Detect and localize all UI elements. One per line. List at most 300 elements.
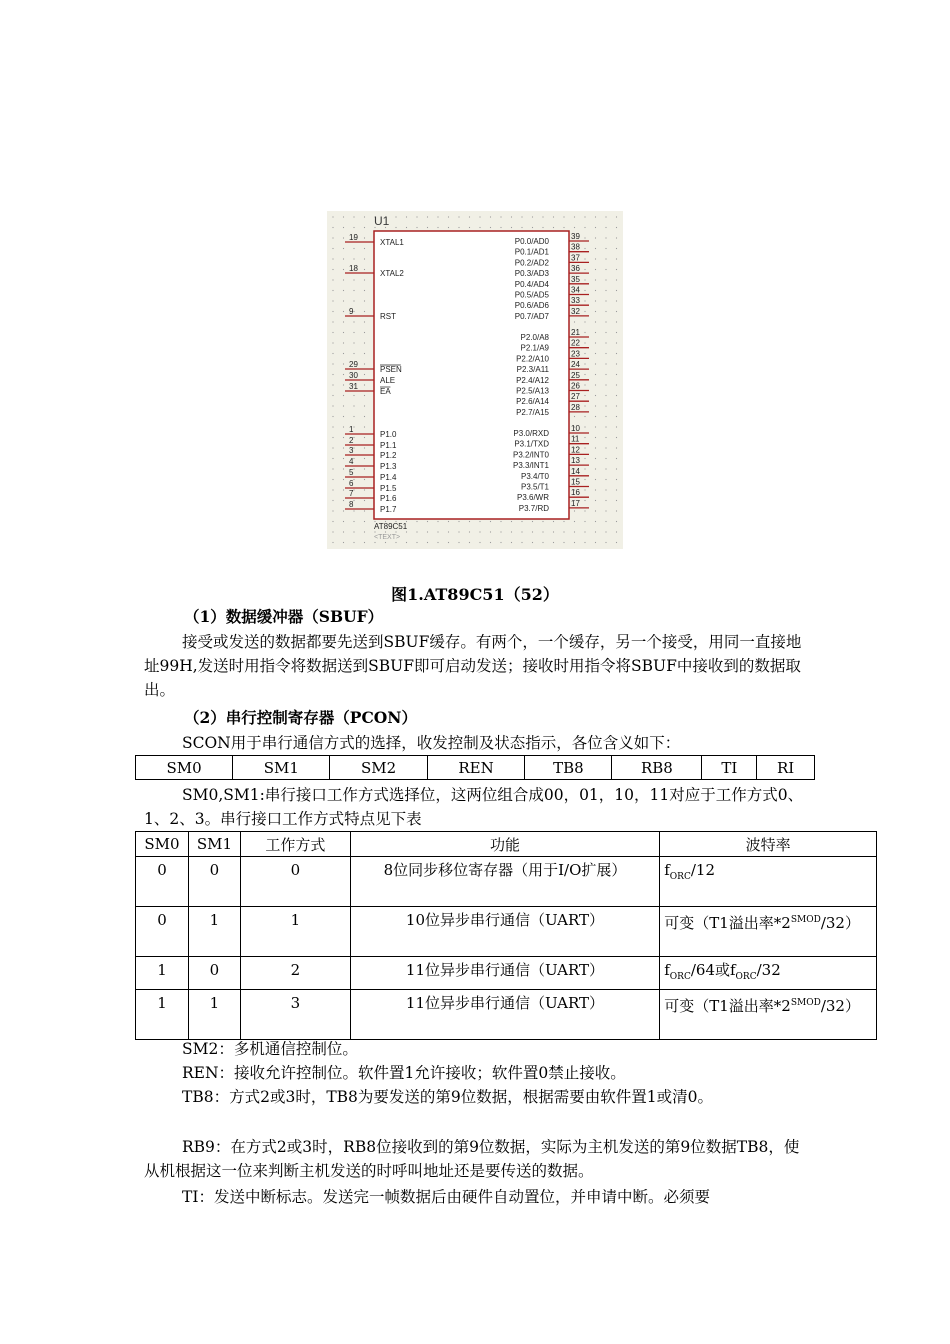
grid-dot bbox=[542, 227, 543, 228]
grid-dot bbox=[343, 489, 344, 490]
grid-dot bbox=[584, 321, 585, 322]
grid-dot bbox=[364, 479, 365, 480]
grid-dot bbox=[511, 542, 512, 543]
grid-dot bbox=[448, 216, 449, 217]
grid-dot bbox=[605, 269, 606, 270]
pin-label: P0.7/AD7 bbox=[514, 311, 549, 321]
grid-dot bbox=[584, 342, 585, 343]
grid-dot bbox=[584, 237, 585, 238]
grid-dot bbox=[584, 290, 585, 291]
grid-dot bbox=[595, 290, 596, 291]
pin-label: P0.4/AD4 bbox=[514, 279, 549, 289]
pin-number: 7 bbox=[349, 489, 354, 498]
grid-dot bbox=[364, 468, 365, 469]
grid-dot bbox=[332, 374, 333, 375]
cell: 0 bbox=[136, 857, 189, 907]
pin-number: 9 bbox=[349, 307, 354, 316]
grid-dot bbox=[595, 521, 596, 522]
grid-dot bbox=[353, 405, 354, 406]
grid-dot bbox=[448, 521, 449, 522]
grid-dot bbox=[521, 531, 522, 532]
grid-dot bbox=[616, 510, 617, 511]
grid-dot bbox=[490, 216, 491, 217]
grid-dot bbox=[584, 500, 585, 501]
pin-number: 28 bbox=[571, 402, 580, 412]
grid-dot bbox=[353, 458, 354, 459]
grid-dot bbox=[595, 237, 596, 238]
cell: 0 bbox=[240, 857, 350, 907]
grid-dot bbox=[332, 500, 333, 501]
grid-dot bbox=[605, 353, 606, 354]
grid-dot bbox=[448, 227, 449, 228]
pin-number: 5 bbox=[349, 468, 354, 477]
header-cell: SM0 bbox=[136, 832, 189, 857]
grid-dot bbox=[605, 300, 606, 301]
grid-dot bbox=[364, 447, 365, 448]
grid-dot bbox=[616, 489, 617, 490]
grid-dot bbox=[595, 374, 596, 375]
grid-dot bbox=[574, 321, 575, 322]
grid-dot bbox=[616, 258, 617, 259]
pin-label: P3.7/RD bbox=[518, 503, 549, 513]
grid-dot bbox=[458, 521, 459, 522]
grid-dot bbox=[332, 447, 333, 448]
grid-dot bbox=[332, 248, 333, 249]
header-cell: 工作方式 bbox=[240, 832, 350, 857]
grid-dot bbox=[584, 510, 585, 511]
pin-label: P1.0 bbox=[380, 430, 397, 439]
grid-dot bbox=[437, 227, 438, 228]
grid-dot bbox=[353, 437, 354, 438]
grid-dot bbox=[574, 216, 575, 217]
grid-dot bbox=[563, 216, 564, 217]
grid-dot bbox=[616, 290, 617, 291]
grid-dot bbox=[595, 321, 596, 322]
grid-dot bbox=[584, 426, 585, 427]
baud-cell bbox=[660, 857, 877, 907]
grid-dot bbox=[395, 216, 396, 217]
grid-dot bbox=[532, 216, 533, 217]
cell: 8位同步移位寄存器（用于I/O扩展） bbox=[350, 857, 660, 907]
grid-dot bbox=[595, 458, 596, 459]
cell: 0 bbox=[188, 957, 240, 990]
text-placeholder: <TEXT> bbox=[374, 534, 401, 541]
grid-dot bbox=[364, 542, 365, 543]
grid-dot bbox=[584, 258, 585, 259]
grid-dot bbox=[595, 279, 596, 280]
bit-cell: SM0 bbox=[136, 756, 233, 780]
table-row bbox=[136, 907, 877, 957]
grid-dot bbox=[595, 468, 596, 469]
grid-dot bbox=[595, 416, 596, 417]
pin-label: P1.4 bbox=[380, 473, 397, 482]
header-cell: SM1 bbox=[188, 832, 240, 857]
grid-dot bbox=[616, 248, 617, 249]
pin-number: 3 bbox=[349, 446, 354, 455]
grid-dot bbox=[595, 269, 596, 270]
grid-dot bbox=[595, 531, 596, 532]
section2-intro: SCON用于串行通信方式的选择，收发控制及状态指示，各位含义如下： bbox=[182, 734, 681, 752]
grid-dot bbox=[353, 332, 354, 333]
grid-dot bbox=[500, 521, 501, 522]
grid-dot bbox=[416, 227, 417, 228]
grid-dot bbox=[584, 416, 585, 417]
grid-dot bbox=[616, 300, 617, 301]
grid-dot bbox=[479, 521, 480, 522]
grid-dot bbox=[595, 395, 596, 396]
grid-dot bbox=[553, 531, 554, 532]
grid-dot bbox=[616, 311, 617, 312]
grid-dot bbox=[343, 374, 344, 375]
grid-dot bbox=[521, 542, 522, 543]
grid-dot bbox=[332, 531, 333, 532]
pin-number: 36 bbox=[571, 264, 580, 274]
header-cell: 功能 bbox=[350, 832, 660, 857]
grid-dot bbox=[343, 248, 344, 249]
grid-dot bbox=[605, 227, 606, 228]
grid-dot bbox=[416, 542, 417, 543]
grid-dot bbox=[584, 542, 585, 543]
grid-dot bbox=[595, 300, 596, 301]
grid-dot bbox=[574, 416, 575, 417]
grid-dot bbox=[490, 542, 491, 543]
grid-dot bbox=[500, 227, 501, 228]
grid-dot bbox=[364, 510, 365, 511]
grid-dot bbox=[364, 279, 365, 280]
grid-dot bbox=[584, 395, 585, 396]
grid-dot bbox=[563, 531, 564, 532]
grid-dot bbox=[479, 542, 480, 543]
grid-dot bbox=[595, 437, 596, 438]
grid-dot bbox=[353, 489, 354, 490]
grid-dot bbox=[395, 227, 396, 228]
grid-dot bbox=[343, 395, 344, 396]
grid-dot bbox=[406, 227, 407, 228]
baud-sub: ORC bbox=[735, 972, 757, 982]
grid-dot bbox=[343, 311, 344, 312]
pin-number: 10 bbox=[571, 424, 580, 433]
pin-number: 22 bbox=[571, 338, 580, 348]
grid-dot bbox=[332, 542, 333, 543]
bit-cell: SM2 bbox=[330, 756, 427, 780]
pin-label: P1.1 bbox=[380, 441, 397, 450]
grid-dot bbox=[479, 227, 480, 228]
grid-dot bbox=[605, 279, 606, 280]
grid-dot bbox=[616, 426, 617, 427]
grid-dot bbox=[584, 216, 585, 217]
grid-dot bbox=[364, 363, 365, 364]
grid-dot bbox=[595, 479, 596, 480]
grid-dot bbox=[584, 279, 585, 280]
grid-dot bbox=[616, 479, 617, 480]
grid-dot bbox=[353, 416, 354, 417]
grid-dot bbox=[553, 227, 554, 228]
grid-dot bbox=[395, 542, 396, 543]
grid-dot bbox=[364, 311, 365, 312]
grid-dot bbox=[490, 531, 491, 532]
grid-dot bbox=[616, 216, 617, 217]
grid-dot bbox=[584, 227, 585, 228]
grid-dot bbox=[595, 353, 596, 354]
grid-dot bbox=[532, 521, 533, 522]
grid-dot bbox=[364, 500, 365, 501]
grid-dot bbox=[553, 542, 554, 543]
grid-dot bbox=[427, 216, 428, 217]
grid-dot bbox=[364, 248, 365, 249]
grid-dot bbox=[595, 363, 596, 364]
grid-dot bbox=[616, 321, 617, 322]
pin-number: 14 bbox=[571, 466, 580, 476]
grid-dot bbox=[542, 521, 543, 522]
grid-dot bbox=[605, 468, 606, 469]
grid-dot bbox=[605, 542, 606, 543]
grid-dot bbox=[511, 531, 512, 532]
grid-dot bbox=[427, 521, 428, 522]
grid-dot bbox=[332, 405, 333, 406]
grid-dot bbox=[364, 531, 365, 532]
grid-dot bbox=[574, 227, 575, 228]
pin-number: 26 bbox=[571, 381, 580, 391]
pin-number: 35 bbox=[571, 274, 580, 284]
grid-dot bbox=[584, 531, 585, 532]
grid-dot bbox=[595, 426, 596, 427]
section1-body: 接受或发送的数据都要先送到SBUF缓存。有两个，一个缓存，另一个接受，用同一直接地址99H,发送时用指令将数据送到SBUF即可启动发送；接收时用指令将SBUF中接收到的数据取出。 bbox=[144, 633, 802, 699]
grid-dot bbox=[353, 353, 354, 354]
pin-label: P0.1/AD1 bbox=[514, 247, 549, 257]
cell: 3 bbox=[240, 990, 350, 1040]
note-tb8: TB8：方式2或3时，TB8为要发送的第9位数据，根据需要由软件置1或清0。 bbox=[182, 1088, 713, 1106]
grid-dot bbox=[364, 342, 365, 343]
grid-dot bbox=[605, 510, 606, 511]
grid-dot bbox=[416, 521, 417, 522]
pin-label: P0.3/AD3 bbox=[514, 269, 549, 279]
grid-dot bbox=[343, 332, 344, 333]
pin-label: XTAL1 bbox=[380, 238, 404, 247]
scon-bit-table bbox=[135, 755, 815, 780]
grid-dot bbox=[616, 531, 617, 532]
grid-dot bbox=[584, 521, 585, 522]
grid-dot bbox=[343, 342, 344, 343]
grid-dot bbox=[584, 489, 585, 490]
grid-dot bbox=[406, 216, 407, 217]
grid-dot bbox=[584, 384, 585, 385]
note-sm2: SM2：多机通信控制位。 bbox=[182, 1040, 358, 1058]
grid-dot bbox=[343, 384, 344, 385]
grid-dot bbox=[605, 489, 606, 490]
grid-dot bbox=[595, 447, 596, 448]
grid-dot bbox=[616, 468, 617, 469]
grid-dot bbox=[469, 542, 470, 543]
pin-label: P2.7/A15 bbox=[516, 407, 549, 417]
grid-dot bbox=[584, 458, 585, 459]
grid-dot bbox=[616, 332, 617, 333]
grid-dot bbox=[353, 426, 354, 427]
grid-dot bbox=[595, 216, 596, 217]
grid-dot bbox=[584, 332, 585, 333]
grid-dot bbox=[395, 531, 396, 532]
pin-label: P3.0/RXD bbox=[513, 429, 549, 438]
grid-dot bbox=[353, 321, 354, 322]
pin-number: 15 bbox=[571, 477, 580, 487]
grid-dot bbox=[542, 216, 543, 217]
grid-dot bbox=[605, 311, 606, 312]
grid-dot bbox=[343, 426, 344, 427]
grid-dot bbox=[416, 531, 417, 532]
grid-dot bbox=[364, 384, 365, 385]
grid-dot bbox=[353, 531, 354, 532]
grid-dot bbox=[605, 447, 606, 448]
pin-number: 11 bbox=[571, 434, 580, 444]
grid-dot bbox=[595, 342, 596, 343]
pin-label: P1.6 bbox=[380, 494, 397, 503]
pin-number: 12 bbox=[571, 445, 580, 455]
grid-dot bbox=[343, 542, 344, 543]
grid-dot bbox=[332, 311, 333, 312]
grid-dot bbox=[479, 531, 480, 532]
grid-dot bbox=[605, 426, 606, 427]
pin-label: P3.5/T1 bbox=[520, 482, 549, 492]
grid-dot bbox=[469, 531, 470, 532]
grid-dot bbox=[616, 269, 617, 270]
grid-dot bbox=[605, 216, 606, 217]
grid-dot bbox=[343, 521, 344, 522]
grid-dot bbox=[563, 521, 564, 522]
grid-dot bbox=[343, 227, 344, 228]
grid-dot bbox=[353, 500, 354, 501]
grid-dot bbox=[353, 510, 354, 511]
grid-dot bbox=[364, 426, 365, 427]
pin-number: 6 bbox=[349, 479, 354, 488]
grid-dot bbox=[532, 542, 533, 543]
pin-number: 34 bbox=[571, 285, 580, 295]
grid-dot bbox=[343, 416, 344, 417]
grid-dot bbox=[364, 489, 365, 490]
grid-dot bbox=[500, 542, 501, 543]
grid-dot bbox=[616, 227, 617, 228]
grid-dot bbox=[511, 227, 512, 228]
baud-text: f bbox=[664, 961, 670, 979]
header-cell: 波特率 bbox=[660, 832, 877, 857]
baud-text: /32 bbox=[756, 961, 781, 979]
grid-dot bbox=[616, 395, 617, 396]
grid-dot bbox=[332, 489, 333, 490]
pin-number: 21 bbox=[571, 328, 580, 337]
grid-dot bbox=[332, 395, 333, 396]
grid-dot bbox=[605, 437, 606, 438]
grid-dot bbox=[469, 216, 470, 217]
grid-dot bbox=[343, 237, 344, 238]
cell: 10位异步串行通信（UART） bbox=[350, 907, 660, 957]
baud-text: 可变（T1溢出率*2 bbox=[664, 914, 791, 932]
grid-dot bbox=[616, 279, 617, 280]
grid-dot bbox=[490, 521, 491, 522]
pin-label: P1.2 bbox=[380, 451, 397, 460]
grid-dot bbox=[374, 542, 375, 543]
grid-dot bbox=[616, 416, 617, 417]
grid-dot bbox=[353, 290, 354, 291]
grid-dot bbox=[500, 216, 501, 217]
grid-dot bbox=[353, 479, 354, 480]
baud-text: /32） bbox=[820, 914, 860, 932]
grid-dot bbox=[500, 531, 501, 532]
cell: 0 bbox=[188, 857, 240, 907]
grid-dot bbox=[584, 468, 585, 469]
pin-number: 25 bbox=[571, 370, 580, 380]
grid-dot bbox=[605, 458, 606, 459]
baud-cell bbox=[660, 957, 877, 990]
table-row bbox=[136, 756, 815, 780]
pin-number: 29 bbox=[349, 360, 358, 369]
grid-dot bbox=[343, 500, 344, 501]
grid-dot bbox=[521, 227, 522, 228]
pin-number: 1 bbox=[349, 425, 354, 434]
grid-dot bbox=[616, 500, 617, 501]
pin-number: 19 bbox=[349, 233, 358, 242]
bit-cell: SM1 bbox=[233, 756, 330, 780]
grid-dot bbox=[353, 248, 354, 249]
pin-label: P3.1/TXD bbox=[514, 439, 549, 449]
grid-dot bbox=[563, 542, 564, 543]
bit-cell: REN bbox=[427, 756, 525, 780]
grid-dot bbox=[605, 479, 606, 480]
pin-label: XTAL2 bbox=[380, 269, 404, 278]
cell: 1 bbox=[188, 990, 240, 1040]
grid-dot bbox=[364, 405, 365, 406]
baud-sup: SMOD bbox=[790, 998, 821, 1008]
grid-dot bbox=[616, 521, 617, 522]
grid-dot bbox=[343, 437, 344, 438]
grid-dot bbox=[353, 300, 354, 301]
grid-dot bbox=[616, 447, 617, 448]
pin-label: P2.3/A11 bbox=[516, 365, 549, 375]
grid-dot bbox=[605, 405, 606, 406]
grid-dot bbox=[343, 279, 344, 280]
grid-dot bbox=[616, 384, 617, 385]
grid-dot bbox=[605, 521, 606, 522]
grid-dot bbox=[343, 216, 344, 217]
section2-heading: （2）串行控制寄存器（PCON） bbox=[184, 708, 417, 727]
chip-name: AT89C51 bbox=[374, 522, 408, 531]
grid-dot bbox=[332, 342, 333, 343]
pin-label: P1.7 bbox=[380, 505, 397, 514]
grid-dot bbox=[406, 542, 407, 543]
grid-dot bbox=[584, 447, 585, 448]
pin-label: P2.6/A14 bbox=[516, 397, 549, 407]
grid-dot bbox=[364, 237, 365, 238]
table-row bbox=[136, 857, 877, 907]
grid-dot bbox=[343, 363, 344, 364]
grid-dot bbox=[616, 458, 617, 459]
grid-dot bbox=[364, 216, 365, 217]
grid-dot bbox=[605, 363, 606, 364]
grid-dot bbox=[595, 542, 596, 543]
grid-dot bbox=[332, 258, 333, 259]
grid-dot bbox=[532, 531, 533, 532]
grid-dot bbox=[469, 521, 470, 522]
note-rb9: RB9：在方式2或3时，RB8位接收到的第9位数据，实际为主机发送的第9位数据TB8，使从机根据这一位来判断主机发送的时呼叫地址还是要传送的数据。 bbox=[144, 1138, 800, 1180]
grid-dot bbox=[353, 311, 354, 312]
grid-dot bbox=[521, 216, 522, 217]
grid-dot bbox=[437, 542, 438, 543]
mode-table bbox=[135, 831, 877, 1040]
grid-dot bbox=[605, 500, 606, 501]
grid-dot bbox=[542, 542, 543, 543]
grid-dot bbox=[469, 227, 470, 228]
grid-dot bbox=[437, 521, 438, 522]
mode-description: SM0,SM1:串行接口工作方式选择位，这两位组合成00，01，10，11对应于工作方式0、1、2、3。串行接口工作方式特点见下表 bbox=[144, 786, 804, 828]
pin-number: 38 bbox=[571, 242, 580, 252]
pin-number: 2 bbox=[349, 436, 354, 445]
